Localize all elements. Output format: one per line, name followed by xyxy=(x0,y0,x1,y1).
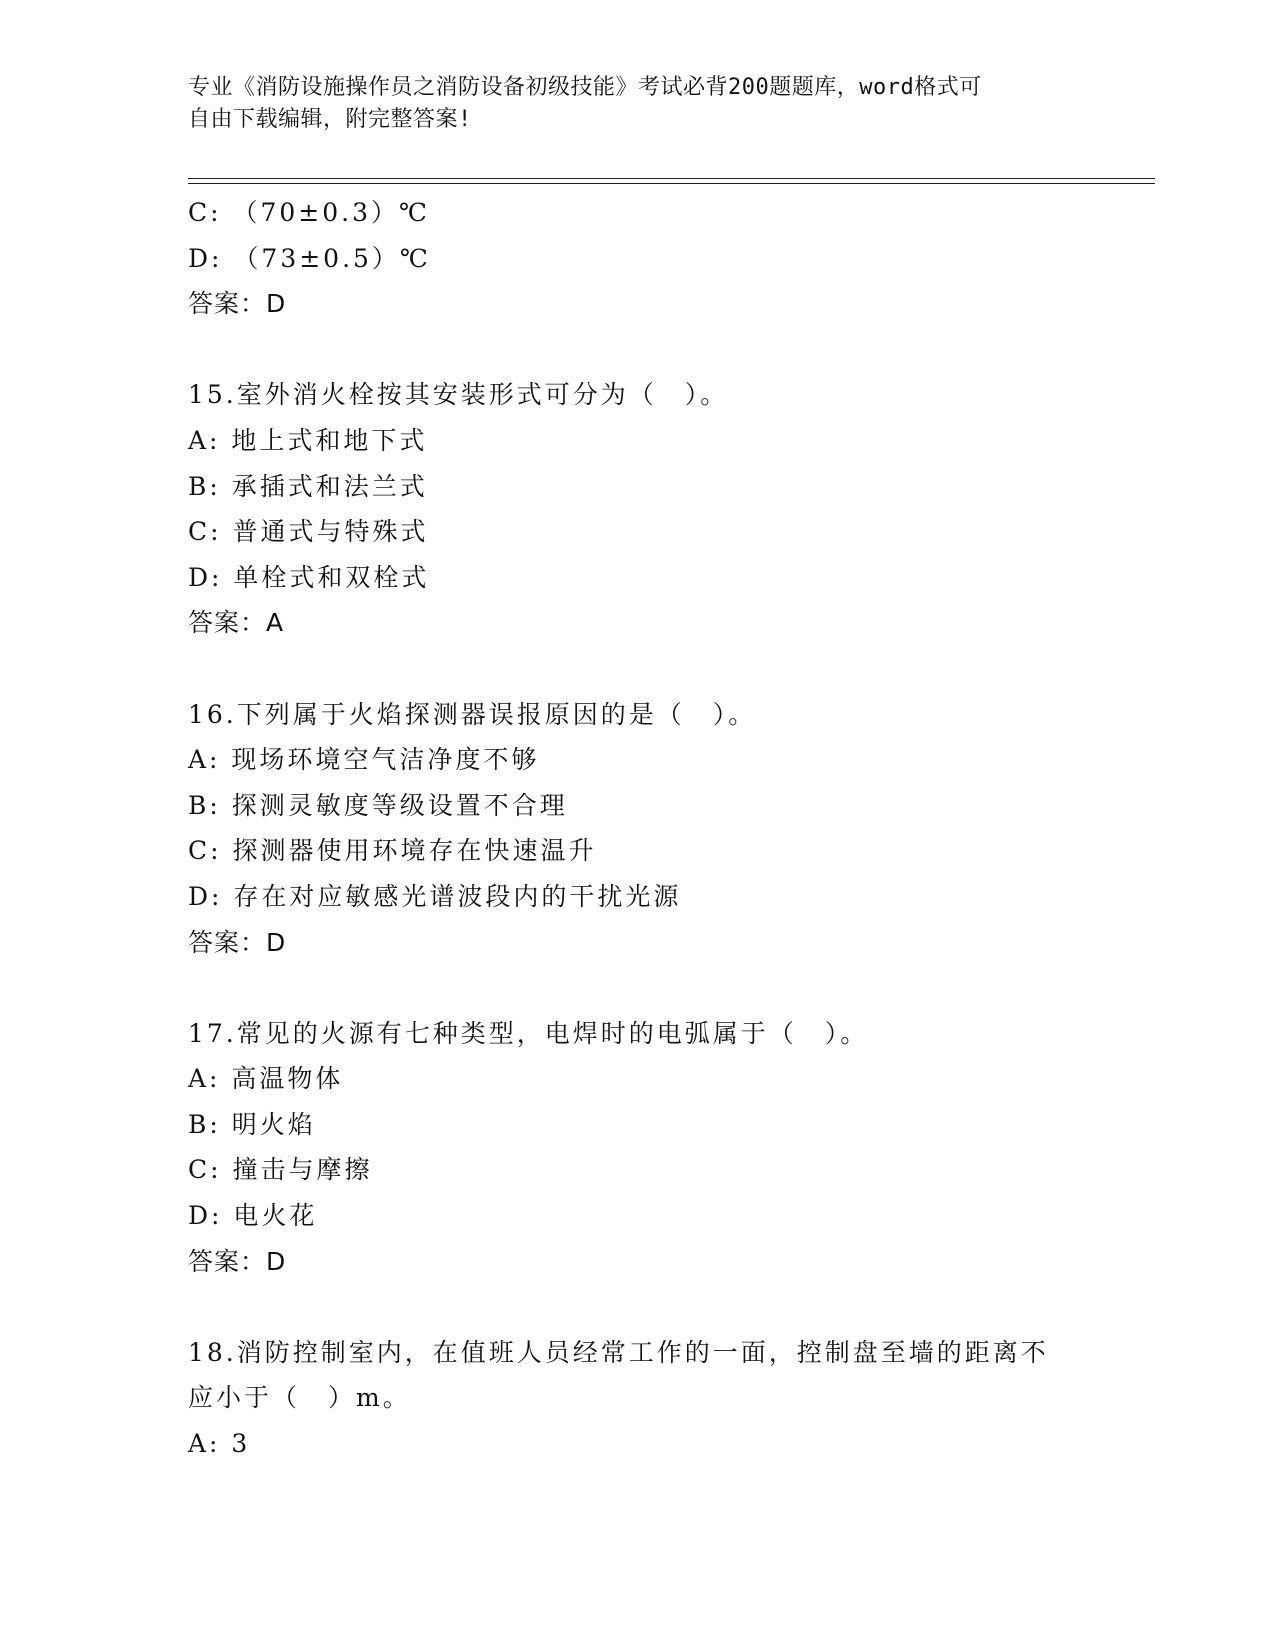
option-c: C: 探测器使用环境存在快速温升 xyxy=(188,836,597,866)
answer: 答案：D xyxy=(188,289,287,319)
spacer xyxy=(188,327,1148,373)
option-c: C: 撞击与摩擦 xyxy=(188,1155,373,1185)
option-d: D: 存在对应敏感光谱波段内的干扰光源 xyxy=(188,881,682,911)
option-d: D: 单栓式和双栓式 xyxy=(188,562,430,592)
header-double-rule xyxy=(188,178,1155,184)
option-d: D: 电火花 xyxy=(188,1201,318,1231)
option-d: D: （73±0.5）℃ xyxy=(188,243,431,273)
answer: 答案：D xyxy=(188,927,287,957)
question-stem: 17.常见的火源有七种类型，电焊时的电弧属于（ ）。 xyxy=(188,1018,869,1048)
question-18 xyxy=(188,1330,1148,1467)
answer: 答案：A xyxy=(188,608,285,638)
option-c: C: 普通式与特殊式 xyxy=(188,517,429,547)
spacer xyxy=(188,1284,1148,1330)
option-a: A: 地上式和地下式 xyxy=(188,425,428,455)
option-b: B: 探测灵敏度等级设置不合理 xyxy=(188,790,568,820)
header-line-2: 自由下载编辑，附完整答案! xyxy=(188,107,472,132)
question-stem: 15.室外消火栓按其安装形式可分为（ ）。 xyxy=(188,380,729,410)
answer: 答案：D xyxy=(188,1246,287,1276)
page-header xyxy=(188,72,1088,136)
question-stem-continued: 应小于（ ）m。 xyxy=(188,1383,411,1413)
option-b: B: 明火焰 xyxy=(188,1109,316,1139)
question-15 xyxy=(188,372,1148,646)
spacer xyxy=(188,965,1148,1011)
option-c: C: （70±0.3）℃ xyxy=(188,198,430,227)
spacer xyxy=(188,646,1148,692)
option-a: A: 高温物体 xyxy=(188,1064,344,1094)
question-list xyxy=(188,190,1148,1467)
question-16 xyxy=(188,692,1148,966)
question-14-tail xyxy=(188,190,1148,327)
header-line-1: 专业《消防设施操作员之消防设备初级技能》考试必背200题题库，word格式可 xyxy=(188,75,982,100)
question-stem: 18.消防控制室内，在值班人员经常工作的一面，控制盘至墙的距离不 xyxy=(188,1337,1049,1367)
question-stem: 16.下列属于火焰探测器误报原因的是（ ）。 xyxy=(188,699,757,729)
option-a: A: 3 xyxy=(188,1429,251,1459)
question-17 xyxy=(188,1011,1148,1285)
option-b: B: 承插式和法兰式 xyxy=(188,471,428,501)
option-a: A: 现场环境空气洁净度不够 xyxy=(188,745,540,775)
